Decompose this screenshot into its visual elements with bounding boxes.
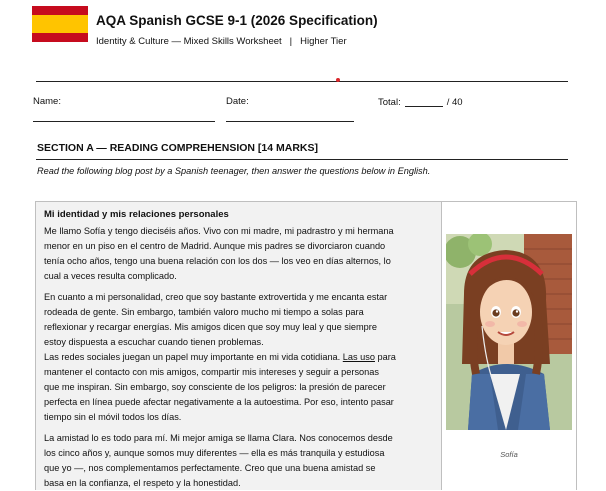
paragraph-line: rodeada de gente. Sin embargo, también valoro mucho mi tiempo a solas para (44, 307, 364, 317)
paragraph-line: estoy dispuesta a escuchar cuando tienen problemas. (44, 337, 264, 347)
paragraph-line: tenía ocho años, tengo una buena relación con los dos — los veo en días alternos, lo (44, 256, 391, 266)
total-score-field[interactable] (405, 96, 443, 107)
paragraph-line (44, 350, 436, 365)
header-rule (36, 81, 568, 82)
blog-paragraph-3 (44, 350, 436, 425)
blog-paragraph-1 (44, 224, 436, 284)
paragraph-line: que me inspiran. Sin embargo, soy consciente de los peligros: la presión de parecer (44, 382, 386, 392)
section-rule (36, 159, 568, 160)
paragraph-line: los cinco años y, aunque somos muy diferentes — ella es más tranquila y estudiosa (44, 448, 385, 458)
blog-paragraph-4 (44, 431, 436, 491)
subtitle-separator: | (289, 36, 293, 47)
name-field[interactable] (33, 121, 215, 122)
total-score (378, 96, 463, 108)
paragraph-line: En cuanto a mi personalidad, creo que soy bastante extrovertida y me encanta estar (44, 292, 388, 302)
line-text: para (374, 352, 396, 362)
date-field[interactable] (226, 121, 354, 122)
paragraph-line: reflexionar y recargar energías. Mis amigos dicen que soy muy leal y que siempre (44, 322, 377, 332)
section-a-instructions: Read the following blog post by a Spanish teenager, then answer the questions below in English. (37, 166, 431, 176)
worksheet-title: AQA Spanish GCSE 9-1 (2026 Specification) (96, 13, 378, 28)
blog-paragraph-2 (44, 290, 436, 350)
total-max: / 40 (446, 97, 463, 108)
paragraph-line: mantener el contacto con mis amigos, compartir mis intereses y seguir a personas (44, 367, 379, 377)
paragraph-line: tiempo sin el móvil todos los días. (44, 412, 182, 422)
subtitle-tier: Higher Tier (300, 36, 347, 47)
red-mark (336, 78, 340, 82)
worksheet-subtitle (96, 36, 347, 47)
name-label: Name: (33, 96, 61, 107)
underlined-phrase: Las uso (342, 352, 375, 362)
paragraph-line: menor en un piso en el centro de Madrid. Aunque mis padres se divorciaron cuando (44, 241, 386, 251)
date-label: Date: (226, 96, 249, 107)
blog-title: Mi identidad y mis relaciones personales (44, 209, 229, 220)
total-label: Total: (378, 97, 401, 108)
paragraph-line: que yo —, nos complementamos perfectamente. Creo que una buena amistad se (44, 463, 376, 473)
sofia-portrait-icon (446, 234, 572, 430)
section-a-title: SECTION A — READING COMPREHENSION [14 MARKS] (37, 142, 318, 154)
paragraph-line: basa en la confianza, el respeto y la honestidad. (44, 478, 241, 488)
paragraph-line: cual a veces resulta complicado. (44, 271, 177, 281)
line-text: Las redes sociales juegan un papel muy importante en mi vida cotidiana. (44, 352, 343, 362)
photo-caption: Sofía (500, 450, 518, 459)
paragraph-line: Me llamo Sofía y tengo dieciséis años. Vivo con mi madre, mi padrastro y mi hermana (44, 226, 394, 236)
subtitle-topic: Identity & Culture — Mixed Skills Worksheet (96, 36, 282, 47)
paragraph-line: perfecta en línea puede afectar negativamente a la autoestima. Por eso, intento pasar (44, 397, 394, 407)
paragraph-line: La amistad lo es todo para mí. Mi mejor amiga se llama Clara. Nos conocemos desde (44, 433, 393, 443)
spain-flag-icon (32, 6, 88, 42)
